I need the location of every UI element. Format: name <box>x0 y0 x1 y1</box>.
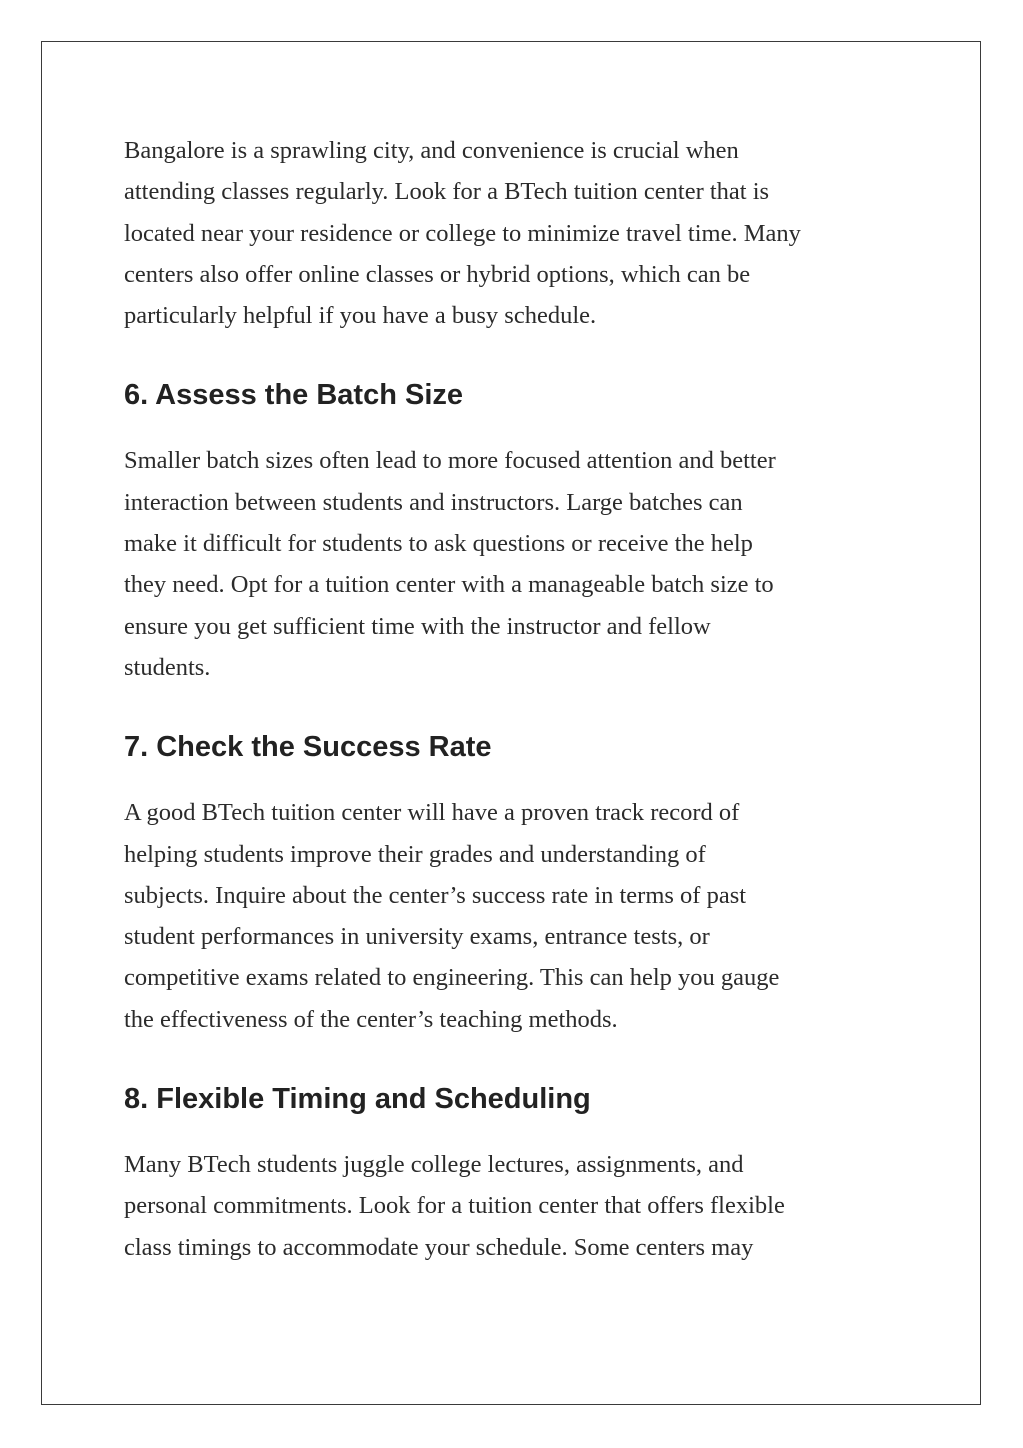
paragraph-line: Smaller batch sizes often lead to more focused attention and better <box>124 447 776 475</box>
paragraph-line: student performances in university exams, entrance tests, or <box>124 923 710 951</box>
paragraph-line: the effectiveness of the center’s teaching methods. <box>124 1005 618 1033</box>
document-body <box>124 130 914 1268</box>
paragraph-line: Many BTech students juggle college lectures, assignments, and <box>124 1151 744 1179</box>
paragraph-line: centers also offer online classes or hybrid options, which can be <box>124 260 751 288</box>
paragraph-line: students. <box>124 653 211 681</box>
paragraph-line: helping students improve their grades and understanding of <box>124 840 706 868</box>
paragraph-line: attending classes regularly. Look for a BTech tuition center that is <box>124 178 770 206</box>
paragraph-line: make it difficult for students to ask questions or receive the help <box>124 530 753 558</box>
paragraph-line: particularly helpful if you have a busy schedule. <box>124 302 597 330</box>
paragraph-batch-size <box>124 440 914 688</box>
paragraph-flexible-timing <box>124 1144 914 1268</box>
paragraph-line: class timings to accommodate your schedule. Some centers may <box>124 1233 754 1261</box>
paragraph-line: they need. Opt for a tuition center with a manageable batch size to <box>124 571 774 599</box>
heading-flexible-timing: 8. Flexible Timing and Scheduling <box>124 1083 591 1116</box>
paragraph-line: Bangalore is a sprawling city, and convenience is crucial when <box>124 137 739 164</box>
paragraph-line: subjects. Inquire about the center’s success rate in terms of past <box>124 881 747 909</box>
paragraph-success-rate <box>124 792 914 1040</box>
paragraph-line: interaction between students and instructors. Large batches can <box>124 488 743 516</box>
heading-assess-batch-size: 6. Assess the Batch Size <box>124 379 464 412</box>
paragraph-line: located near your residence or college to minimize travel time. Many <box>124 219 801 247</box>
paragraph-location-convenience <box>124 130 914 336</box>
heading-check-success-rate: 7. Check the Success Rate <box>124 731 492 764</box>
paragraph-line: A good BTech tuition center will have a proven track record of <box>124 799 740 827</box>
paragraph-line: competitive exams related to engineering. This can help you gauge <box>124 964 780 992</box>
paragraph-line: personal commitments. Look for a tuition center that offers flexible <box>124 1192 785 1220</box>
paragraph-line: ensure you get sufficient time with the instructor and fellow <box>124 612 711 640</box>
